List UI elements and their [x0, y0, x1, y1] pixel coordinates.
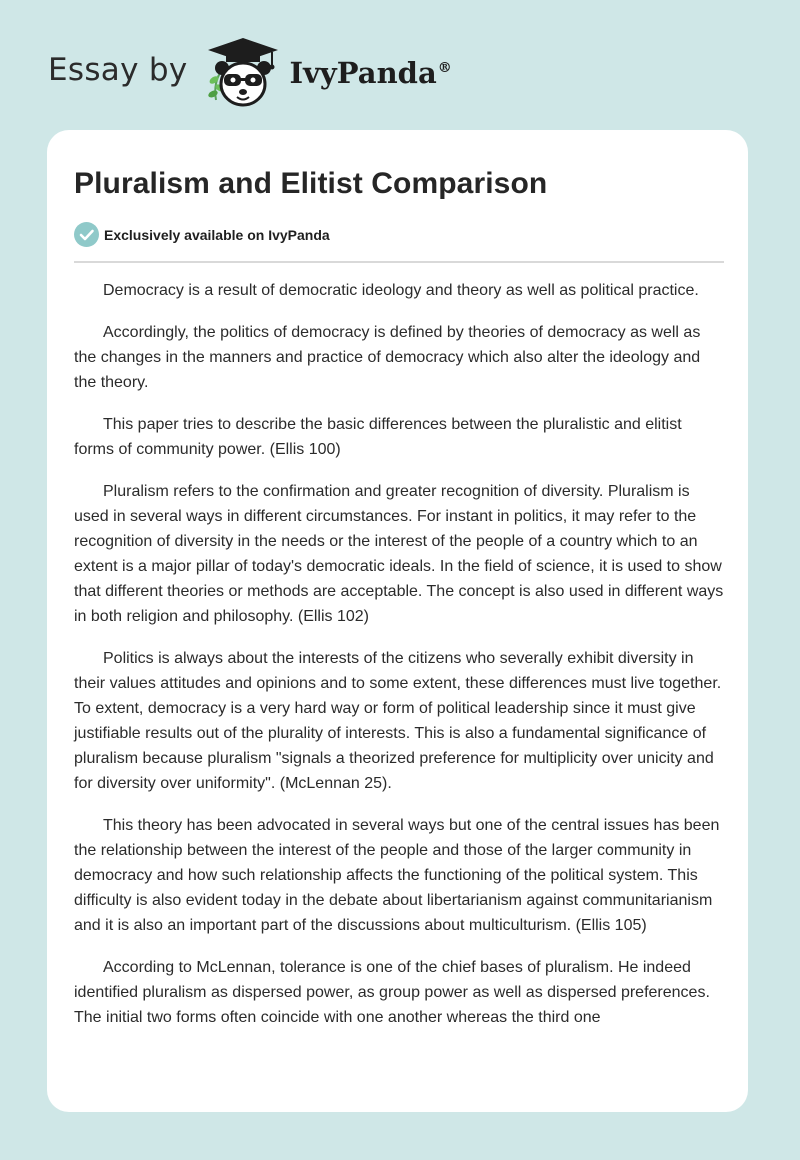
essay-by-label: Essay by [48, 52, 188, 88]
paragraph: According to McLennan, tolerance is one of the chief bases of pluralism. He indeed identified pluralism as dispersed power, as group power as well as dispersed preferences. The initial two forms often coincide with one another whereas the third one [74, 959, 710, 1026]
exclusive-label: Exclusively available on IvyPanda [104, 226, 330, 243]
site-header [48, 36, 452, 110]
paragraph: This paper tries to describe the basic differences between the pluralistic and elitist forms of community power. (Ellis 100) [74, 416, 682, 458]
exclusive-badge [74, 222, 330, 247]
panda-graduate-icon[interactable] [202, 36, 284, 110]
essay-body [74, 278, 726, 1047]
registered-mark: ® [437, 60, 452, 77]
paragraph: Politics is always about the interests of the citizens who severally exhibit diversity in their values attitudes and opinions and to some extent, these differences must live together. To extent, democracy is a very hard way or form of political leadership since it must give justifiable results out of the plurality of interests. This is also a fundamental significance of pluralism because pluralism "signals a theorized preference for multiplicity over unicity and for diversity over uniformity". (McLennan 25). [74, 650, 722, 792]
paragraph: Accordingly, the politics of democracy is defined by theories of democracy as well as the changes in the manners and practice of democracy which also alter the ideology and the theory. [74, 324, 701, 391]
paragraph: This theory has been advocated in several ways but one of the central issues has been the relationship between the interest of the people and those of the larger community in democracy and how such relationship affects the functioning of the political system. This difficulty is also evident today in the debate about libertarianism against communitarianism and it is also an important part of the discussions about multiculturism. (Ellis 105) [74, 817, 720, 934]
divider [74, 261, 724, 263]
page-title: Pluralism and Elitist Comparison [74, 167, 548, 200]
brand-name[interactable]: IvyPanda® [289, 56, 452, 90]
paragraph: Democracy is a result of democratic ideology and theory as well as political practice. [103, 282, 699, 299]
check-circle-icon [74, 222, 99, 247]
paragraph: Pluralism refers to the confirmation and greater recognition of diversity. Pluralism is used in several ways in different circumstances. For instant in politics, it may refer to the recognition of diversity in the needs or the interest of the people of a country which to an extent is a major pillar of today's democratic ideals. In the field of science, it is used to show that different theories or methods are acceptable. The concept is also used in different ways in both religion and philosophy. (Ellis 102) [74, 483, 724, 625]
essay-card [47, 130, 748, 1112]
